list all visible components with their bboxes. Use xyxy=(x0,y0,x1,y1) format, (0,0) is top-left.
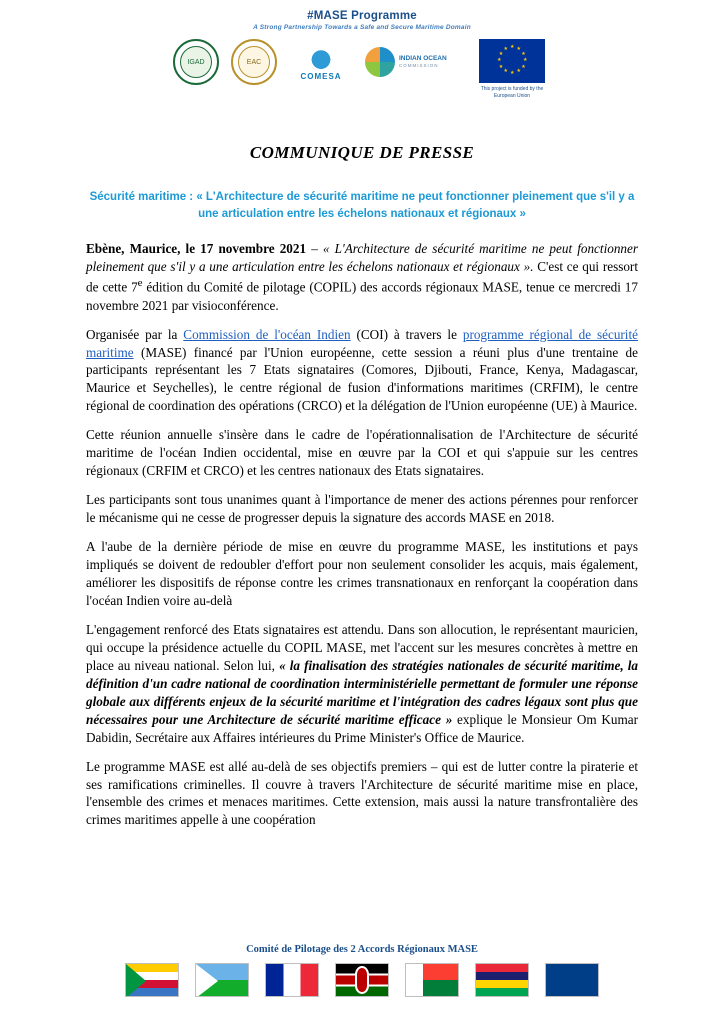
igad-logo-label: IGAD xyxy=(180,46,212,78)
text-emphasis-italic: « L'Architecture de sécurité maritime ne peut fonctionner pleinement que s'il y a une articulation entre les échelons nationaux et régionaux ». xyxy=(86,241,639,275)
eu-star-icon: ★ xyxy=(523,58,528,63)
eu-star-icon: ★ xyxy=(503,46,508,52)
body-link[interactable]: programme régional de sécurité maritime xyxy=(86,326,638,360)
coi-logo-sublabel: COMMISSION xyxy=(399,63,439,69)
member-states-flag-row xyxy=(0,963,724,997)
body-paragraph xyxy=(86,538,638,610)
eu-star-icon: ★ xyxy=(498,51,504,57)
flag-comoros xyxy=(125,963,179,997)
eac-logo xyxy=(231,39,277,85)
text-run: A l'aube de la dernière période de mise en œuvre du programme MASE, les institutions et pays impliqués se doivent de redoubler d'effort pour non seulement consolider les acquis, mais également, améliorer les dispositifs de réponse contre les crimes transnationaux en renforçant la coopération dans l'océan Indien voire au-delà xyxy=(86,539,638,608)
text-run: L'engagement renforcé des Etats signataires est attendu. Dans son allocution, le représentant mauricien, qui occupe la présidence actuelle du COPIL MASE, met l'accent sur les mesures concrètes à mettre en place au niveau national. Selon lui, xyxy=(86,621,638,673)
flag-seychelles xyxy=(545,963,599,997)
text-run: C'est ce qui ressort de cette 7 xyxy=(86,259,638,295)
document-subtitle: Sécurité maritime : « L'Architecture de sécurité maritime ne peut fonctionner pleinement que s'il y a une articulation entre les échelons nationaux et régionaux » xyxy=(89,191,635,220)
flag-mauritius xyxy=(475,963,529,997)
document-header xyxy=(86,0,638,109)
indian-ocean-commission-logo xyxy=(365,39,461,85)
footer-title: Comité de Pilotage des 2 Accords Régionaux MASE xyxy=(246,944,478,955)
text-run: explique le Monsieur Om Kumar Dabidin, Secrétaire aux Affaires intérieures du Prime Minister's Office de Maurice. xyxy=(86,711,638,745)
text-run: – xyxy=(306,241,323,257)
coi-logo-label: INDIAN OCEAN xyxy=(399,55,447,63)
european-union-logo xyxy=(473,39,551,100)
document-footer xyxy=(0,938,724,1024)
eu-flag-icon xyxy=(479,39,545,83)
text-run: (COI) à travers le xyxy=(350,326,463,342)
eu-star-icon: ★ xyxy=(503,69,508,75)
programme-title: #MASE Programme xyxy=(307,10,417,22)
eu-star-icon: ★ xyxy=(516,46,521,52)
eu-star-icon: ★ xyxy=(498,64,504,70)
igad-logo xyxy=(173,39,219,85)
body-paragraph xyxy=(86,240,638,314)
text-run: (MASE) financé par l'Union européenne, cette session a réuni plus d'une trentaine de participants représentant les 7 Etats signataires (Comores, Djibouti, France, Kenya, Madagascar, Maurice et Seychelles), le centre régional de fusion d'informations maritimes (CRFIM), le centre régional de coordination des opérations (CRCO) et la délégation de l'Union européenne (UE) à Maurice. xyxy=(86,344,638,414)
logo-row xyxy=(86,39,638,109)
body-paragraph xyxy=(86,621,638,747)
flag-france xyxy=(265,963,319,997)
eac-logo-label: EAC xyxy=(238,46,270,78)
text-run: Cette réunion annuelle s'insère dans le cadre de l'opérationnalisation de l'Architecture de sécurité maritime de l'océan Indien occidental, mise en œuvre par la COI et qui s'appuie sur les centres régionaux (CRFIM et CRCO) et les centres nationaux des Etats signataires. xyxy=(86,427,638,479)
text-superscript: e xyxy=(137,277,143,290)
eu-star-icon: ★ xyxy=(521,64,526,70)
body-paragraph xyxy=(86,326,638,416)
eu-star-icon: ★ xyxy=(510,45,515,50)
text-run: Le programme MASE est allé au-delà de ses objectifs premiers – qui est de lutter contre la piraterie et ses ramifications criminelles. Il couvre à travers l'Architecture de sécurité maritime mise en place, l'ensemble des crimes et menaces maritimes. Cette extension, mais aussi la nature transfrontalière des crimes maritimes appelle à une coopération xyxy=(86,758,638,828)
eu-star-icon: ★ xyxy=(521,51,526,57)
document-body xyxy=(86,240,638,829)
comesa-mark-icon xyxy=(303,43,339,71)
text-quote: « la finalisation des stratégies nationales de sécurité maritime, la définition d'un cadre national de coordination interministérielle permettant de formuler une réponse globale aux différents enjeux de la sécurité maritime et l'intégration des cadres légaux sont plus que nécessaires pour une Architecture de sécurité maritime efficace » xyxy=(86,657,638,727)
eu-star-icon: ★ xyxy=(510,71,515,76)
text-run: Les participants sont tous unanimes quant à l'importance de mener des actions pérennes pour renforcer le mécanisme qui ne cesse de progresser depuis la signature des accords MASE en 2018. xyxy=(86,492,638,526)
eu-funding-note: This project is funded by the European Union xyxy=(480,86,544,99)
comesa-logo-label: COMESA xyxy=(300,72,342,81)
text-run: Organisée par la xyxy=(86,326,184,342)
coi-mark-icon xyxy=(365,47,395,77)
text-run: édition du Comité de pilotage (COPIL) des accords régionaux MASE, tenue ce mercredi 17 novembre 2021 par visioconférence. xyxy=(86,279,638,313)
body-paragraph xyxy=(86,758,638,830)
text-emphasis-bold: Ebène, Maurice, le 17 novembre 2021 xyxy=(86,241,307,257)
body-paragraph xyxy=(86,491,638,527)
eu-star-icon: ★ xyxy=(497,58,502,63)
comesa-logo xyxy=(289,39,353,85)
eu-star-icon: ★ xyxy=(516,69,521,75)
page-title: COMMUNIQUE DE PRESSE xyxy=(249,143,475,162)
flag-djibouti-triangle xyxy=(196,964,218,997)
flag-kenya-shield-icon xyxy=(355,966,369,994)
flag-madagascar xyxy=(405,963,459,997)
flag-djibouti xyxy=(195,963,249,997)
programme-tagline: A Strong Partnership Towards a Safe and Secure Maritime Domain xyxy=(253,24,471,31)
body-link[interactable]: Commission de l'océan Indien xyxy=(183,326,351,342)
flag-kenya xyxy=(335,963,389,997)
body-paragraph xyxy=(86,426,638,480)
